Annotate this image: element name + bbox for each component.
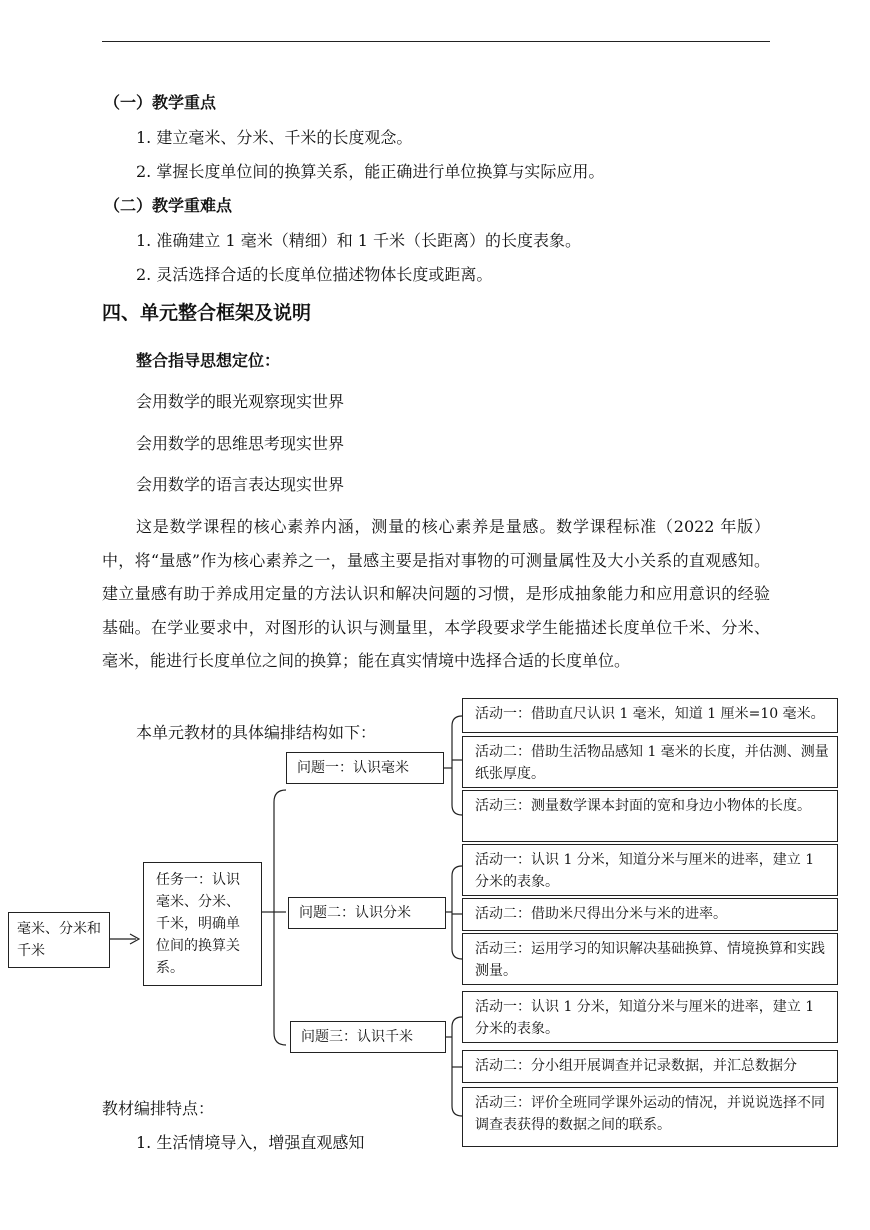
chapter-title: 四、单元整合框架及说明: [102, 302, 312, 324]
p1-activity-3: [462, 790, 838, 842]
structure-intro: 本单元教材的具体编排结构如下：: [136, 723, 377, 742]
problem-1-label: 问题一：认识毫米: [297, 760, 409, 776]
p2-activity-2-text: 活动二：借助米尺得出分米与米的进率。: [475, 906, 727, 922]
features-heading: 教材编排特点：: [102, 1099, 215, 1118]
difficulty-item-1: 1. 准确建立 1 毫米（精细）和 1 千米（长距离）的长度表象。: [136, 231, 582, 250]
p3-activity-3: [462, 1087, 838, 1147]
task-label: 任务一：认识毫米、分米、千米，明确单位间的换算关系。: [156, 872, 240, 976]
problem-3-box: [290, 1021, 446, 1053]
guide-line-1: 会用数学的眼光观察现实世界: [136, 392, 345, 411]
p3-activity-1: [462, 991, 838, 1043]
focus-item-2: 2. 掌握长度单位间的换算关系，能正确进行单位换算与实际应用。: [136, 162, 605, 181]
focus-item-1: 1. 建立毫米、分米、千米的长度观念。: [136, 128, 413, 147]
p3-activity-2-text: 活动二：分小组开展调查并记录数据，并汇总数据分: [475, 1058, 797, 1074]
p1-activity-2: [462, 736, 838, 788]
task-box: [143, 862, 262, 986]
features-item-1: 1. 生活情境导入，增强直观感知: [136, 1133, 365, 1152]
p3-activity-2: [462, 1050, 838, 1083]
difficulty-heading: （二）教学重难点: [104, 196, 233, 215]
guide-heading: 整合指导思想定位：: [136, 351, 281, 370]
guide-line-3: 会用数学的语言表达现实世界: [136, 475, 345, 494]
problem-2-label: 问题二：认识分米: [299, 905, 411, 921]
root-label: 毫米、分米和千米: [17, 921, 101, 959]
problem-2-box: [288, 897, 446, 929]
p2-activity-1: [462, 844, 838, 896]
p2-activity-2: [462, 898, 838, 931]
p2-activity-1-text: 活动一：认识 1 分米，知道分米与厘米的进率，建立 1 分米的表象。: [475, 852, 815, 890]
p1-activity-3-text: 活动三：测量数学课本封面的宽和身边小物体的长度。: [475, 798, 811, 814]
problem-3-label: 问题三：认识千米: [301, 1029, 413, 1045]
p1-activity-2-text: 活动二：借助生活物品感知 1 毫米的长度，并估测、测量纸张厚度。: [475, 744, 829, 782]
difficulty-item-2: 2. 灵活选择合适的长度单位描述物体长度或距离。: [136, 265, 493, 284]
p1-activity-1: [462, 698, 838, 733]
p2-activity-3: [462, 933, 838, 985]
focus-heading: （一）教学重点: [104, 93, 217, 112]
p1-activity-1-text: 活动一：借助直尺认识 1 毫米，知道 1 厘米=10 毫米。: [475, 706, 825, 722]
problem-1-box: [286, 752, 444, 784]
paragraph-text: 这是数学课程的核心素养内涵，测量的核心素养是量感。数学课程标准（2022 年版）中，将“量感”作为核心素养之一，量感主要是指对事物的可测量属性及大小关系的直观感知。建立量感有助于养成用定量的方法认识和解决问题的习惯，是形成抽象能力和应用意识的经验基础。在学业要求中，对图形的认识与测量里，本学段要求学生能描述长度单位千米、分米、毫米，能进行长度单位之间的换算；能在真实情境中选择合适的长度单位。: [102, 517, 770, 670]
p3-activity-3-text: 活动三：评价全班同学课外运动的情况，并说说选择不同调查表获得的数据之间的联系。: [475, 1095, 825, 1133]
guide-line-2: 会用数学的思维思考现实世界: [136, 434, 345, 453]
root-box: [8, 912, 110, 968]
p3-activity-1-text: 活动一：认识 1 分米，知道分米与厘米的进率，建立 1 分米的表象。: [475, 999, 815, 1037]
p2-activity-3-text: 活动三：运用学习的知识解决基础换算、情境换算和实践测量。: [475, 941, 825, 979]
